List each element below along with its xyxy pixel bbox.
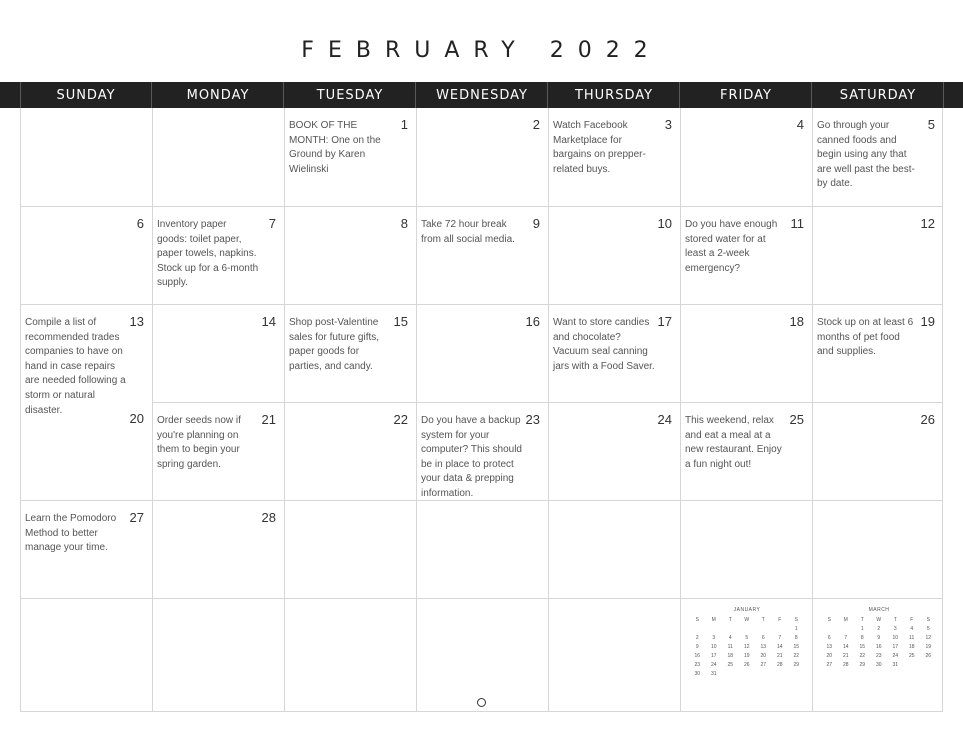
page-marker-circle bbox=[477, 698, 486, 707]
day-cell[interactable] bbox=[21, 500, 152, 598]
day-number: 15 bbox=[393, 314, 408, 329]
day-note: Watch Facebook Marketplace for bargains on prepper-related buys. bbox=[553, 120, 646, 175]
day-note: Take 72 hour break from all social media. bbox=[421, 219, 515, 245]
day-number: 12 bbox=[920, 216, 935, 231]
day-number: 16 bbox=[525, 314, 540, 329]
mini-calendar-date: 14 bbox=[842, 644, 849, 650]
mini-calendar-date: 28 bbox=[776, 662, 783, 668]
mini-calendar-date: 8 bbox=[860, 635, 864, 641]
weekday-header-bar bbox=[0, 82, 963, 108]
mini-calendar-date: 2 bbox=[877, 626, 881, 632]
mini-calendar-date: 6 bbox=[827, 635, 831, 641]
mini-calendar-date bbox=[706, 626, 723, 635]
day-cell[interactable] bbox=[680, 402, 812, 500]
mini-calendar-weekday: W bbox=[876, 617, 882, 623]
day-cell[interactable] bbox=[416, 108, 548, 206]
day-number: 3 bbox=[664, 117, 672, 132]
mini-calendar-date: 12 bbox=[743, 644, 750, 650]
day-number: 5 bbox=[927, 117, 935, 132]
mini-calendar-date bbox=[755, 671, 772, 680]
mini-calendar-date bbox=[722, 626, 739, 635]
mini-calendar-date: 27 bbox=[760, 662, 767, 668]
day-cell[interactable] bbox=[284, 108, 416, 206]
day-note: Go through your canned foods and begin using any that are well past the best-by date. bbox=[817, 120, 915, 190]
day-cell[interactable] bbox=[680, 500, 812, 598]
mini-calendar-date: 10 bbox=[710, 644, 717, 650]
mini-calendar-january bbox=[689, 607, 805, 680]
header-separator bbox=[679, 82, 680, 108]
mini-calendar-date: 20 bbox=[826, 653, 833, 659]
mini-calendar-date: 31 bbox=[710, 671, 717, 677]
mini-calendar-date bbox=[904, 662, 921, 671]
day-cell[interactable] bbox=[548, 500, 680, 598]
day-cell[interactable] bbox=[416, 304, 548, 402]
mini-calendar-date bbox=[788, 671, 805, 680]
mini-calendar-date: 19 bbox=[925, 644, 932, 650]
day-number: 19 bbox=[920, 314, 935, 329]
mini-calendar-date: 24 bbox=[710, 662, 717, 668]
mini-calendar-date: 11 bbox=[909, 635, 915, 641]
empty-cell bbox=[812, 598, 943, 712]
mini-calendar-date: 20 bbox=[760, 653, 767, 659]
day-cell[interactable] bbox=[152, 206, 284, 304]
day-note: BOOK OF THE MONTH: One on the Ground by Karen Wielinski bbox=[289, 120, 381, 175]
day-note: Do you have enough stored water for at least a 2-week emergency? bbox=[685, 219, 778, 274]
day-number: 28 bbox=[261, 510, 276, 525]
day-number: 18 bbox=[789, 314, 804, 329]
mini-calendar-date: 14 bbox=[776, 644, 783, 650]
day-cell[interactable] bbox=[152, 304, 284, 402]
mini-calendar-date: 31 bbox=[892, 662, 899, 668]
empty-cell bbox=[548, 598, 680, 712]
weekday-label-thursday: THURSDAY bbox=[574, 88, 654, 103]
mini-calendar-date bbox=[920, 662, 937, 671]
mini-calendar-date: 9 bbox=[695, 644, 699, 650]
day-number: 27 bbox=[129, 510, 144, 525]
mini-calendar-date: 7 bbox=[844, 635, 848, 641]
empty-cell bbox=[284, 598, 416, 712]
header-separator bbox=[151, 82, 152, 108]
mini-calendar-date: 28 bbox=[842, 662, 849, 668]
header-separator bbox=[283, 82, 284, 108]
mini-calendar-weekday: W bbox=[744, 617, 750, 623]
day-cell[interactable] bbox=[548, 108, 680, 206]
mini-calendar-date: 1 bbox=[860, 626, 864, 632]
mini-calendar-date bbox=[772, 671, 789, 680]
day-cell[interactable] bbox=[21, 206, 152, 304]
mini-calendar-date: 5 bbox=[745, 635, 749, 641]
day-note: Compile a list of recommended trades companies to have on hand in case repairs are needed following a storm or natural disaster. bbox=[25, 317, 126, 416]
day-number: 24 bbox=[657, 412, 672, 427]
mini-calendar-date bbox=[755, 626, 772, 635]
calendar-title: FEBRUARY 2022 bbox=[301, 38, 662, 63]
day-note: Shop post-Valentine sales for future gifts, paper goods for parties, and candy. bbox=[289, 317, 380, 372]
day-cell[interactable] bbox=[416, 402, 548, 500]
mini-calendar-date: 8 bbox=[794, 635, 798, 641]
mini-calendar-date: 18 bbox=[727, 653, 734, 659]
mini-calendar-date: 9 bbox=[877, 635, 881, 641]
header-separator bbox=[415, 82, 416, 108]
mini-calendar-weekday: T bbox=[728, 617, 732, 623]
mini-calendar-weekday: T bbox=[761, 617, 765, 623]
day-number: 21 bbox=[261, 412, 276, 427]
day-cell[interactable] bbox=[812, 402, 943, 500]
day-cell[interactable] bbox=[680, 108, 812, 206]
mini-calendar-date: 15 bbox=[793, 644, 800, 650]
day-cell[interactable] bbox=[152, 108, 284, 206]
mini-calendar-weekday: F bbox=[778, 617, 782, 623]
mini-calendar-date: 29 bbox=[793, 662, 800, 668]
day-note: Learn the Pomodoro Method to better manage your time. bbox=[25, 513, 117, 554]
mini-calendar-date: 16 bbox=[875, 644, 882, 650]
day-cell[interactable] bbox=[284, 304, 416, 402]
mini-calendar-date: 11 bbox=[727, 644, 733, 650]
empty-cell bbox=[680, 598, 812, 712]
mini-calendar-date: 17 bbox=[710, 653, 717, 659]
mini-calendar-month: JANUARY bbox=[733, 607, 761, 613]
mini-calendar-weekday: S bbox=[695, 617, 699, 623]
day-number: 4 bbox=[796, 117, 804, 132]
mini-calendar-date: 22 bbox=[793, 653, 800, 659]
day-note: Order seeds now if you're planning on them to begin your spring garden. bbox=[157, 415, 241, 470]
empty-cell bbox=[152, 598, 284, 712]
day-cell[interactable] bbox=[152, 500, 284, 598]
mini-calendar-date: 30 bbox=[694, 671, 701, 677]
mini-calendar-date bbox=[739, 626, 756, 635]
day-number: 17 bbox=[657, 314, 672, 329]
empty-cell bbox=[416, 598, 548, 712]
mini-calendar-date: 18 bbox=[908, 644, 915, 650]
mini-calendar-date: 21 bbox=[776, 653, 783, 659]
header-separator bbox=[20, 82, 21, 108]
day-cell[interactable] bbox=[812, 500, 943, 598]
day-number: 26 bbox=[920, 412, 935, 427]
mini-calendar-weekday: S bbox=[926, 617, 930, 623]
mini-calendar-date: 6 bbox=[761, 635, 765, 641]
mini-calendar-date: 27 bbox=[826, 662, 833, 668]
header-separator bbox=[811, 82, 812, 108]
day-number: 8 bbox=[400, 216, 408, 231]
mini-calendar-date: 23 bbox=[875, 653, 882, 659]
weekday-label-tuesday: TUESDAY bbox=[316, 88, 384, 103]
day-number: 1 bbox=[400, 117, 408, 132]
day-cell[interactable] bbox=[680, 206, 812, 304]
day-number: 11 bbox=[790, 216, 804, 231]
day-number: 22 bbox=[393, 412, 408, 427]
mini-calendar-date: 22 bbox=[859, 653, 866, 659]
day-cell[interactable] bbox=[812, 304, 943, 402]
mini-calendar-weekday: S bbox=[827, 617, 831, 623]
mini-calendar-date: 30 bbox=[875, 662, 882, 668]
day-note: Stock up on at least 6 months of pet food and supplies. bbox=[817, 317, 914, 358]
mini-calendar-date bbox=[821, 626, 838, 635]
day-number: 23 bbox=[525, 412, 540, 427]
mini-calendar-date bbox=[772, 626, 789, 635]
mini-calendar-date: 3 bbox=[893, 626, 897, 632]
mini-calendar-date bbox=[689, 626, 706, 635]
mini-calendar-month: MARCH bbox=[868, 607, 890, 613]
mini-calendar-date: 26 bbox=[925, 653, 932, 659]
day-number: 6 bbox=[136, 216, 144, 231]
day-note: This weekend, relax and eat a meal at a new restaurant. Enjoy a fun night out! bbox=[685, 415, 782, 470]
day-cell[interactable] bbox=[21, 304, 152, 426]
mini-calendar-weekday: M bbox=[843, 617, 848, 623]
day-number: 2 bbox=[532, 117, 540, 132]
mini-calendar-date: 4 bbox=[910, 626, 914, 632]
mini-calendar-date bbox=[838, 626, 855, 635]
mini-calendar-date: 1 bbox=[794, 626, 798, 632]
mini-calendar-weekday: F bbox=[910, 617, 914, 623]
mini-calendar-weekday: T bbox=[860, 617, 864, 623]
mini-calendar-date: 3 bbox=[712, 635, 716, 641]
day-note: Inventory paper goods: toilet paper, paper towels, napkins. Stock up for a 6-month supply. bbox=[157, 219, 259, 289]
day-number: 13 bbox=[129, 314, 144, 329]
mini-calendar-date: 24 bbox=[892, 653, 899, 659]
day-number: 7 bbox=[268, 216, 276, 231]
day-number: 9 bbox=[532, 216, 540, 231]
mini-calendar-date: 16 bbox=[694, 653, 701, 659]
mini-calendar-weekday: M bbox=[711, 617, 716, 623]
day-cell[interactable] bbox=[812, 108, 943, 206]
weekday-label-monday: MONDAY bbox=[186, 88, 250, 103]
mini-calendar-date: 7 bbox=[778, 635, 782, 641]
day-cell[interactable] bbox=[416, 206, 548, 304]
calendar-grid bbox=[20, 108, 943, 712]
mini-calendar-date: 21 bbox=[842, 653, 849, 659]
mini-calendar-weekday: T bbox=[893, 617, 897, 623]
day-note: Do you have a backup system for your computer? This should be in place to protect your data & prepping information. bbox=[421, 415, 522, 499]
mini-calendar-date: 10 bbox=[892, 635, 899, 641]
day-number: 20 bbox=[129, 411, 144, 426]
day-cell[interactable] bbox=[548, 304, 680, 402]
mini-calendar-date: 2 bbox=[695, 635, 699, 641]
weekday-label-friday: FRIDAY bbox=[720, 88, 772, 103]
day-cell[interactable] bbox=[416, 500, 548, 598]
day-cell[interactable] bbox=[152, 402, 284, 500]
mini-calendar-date: 19 bbox=[743, 653, 750, 659]
mini-calendar-date bbox=[739, 671, 756, 680]
mini-calendar-date: 4 bbox=[728, 635, 732, 641]
day-cell[interactable] bbox=[812, 206, 943, 304]
day-number: 25 bbox=[789, 412, 804, 427]
day-number: 14 bbox=[261, 314, 276, 329]
day-note: Want to store candies and chocolate? Vacuum seal canning jars with a Food Saver. bbox=[553, 317, 655, 372]
weekday-label-saturday: SATURDAY bbox=[839, 88, 917, 103]
mini-calendar-date: 29 bbox=[859, 662, 866, 668]
mini-calendar-date bbox=[722, 671, 739, 680]
day-cell[interactable] bbox=[284, 500, 416, 598]
mini-calendar-date: 23 bbox=[694, 662, 701, 668]
mini-calendar-date: 25 bbox=[908, 653, 915, 659]
mini-calendar-date: 26 bbox=[743, 662, 750, 668]
weekday-label-sunday: SUNDAY bbox=[56, 88, 116, 103]
weekday-label-wednesday: WEDNESDAY bbox=[436, 88, 528, 103]
day-cell[interactable] bbox=[680, 304, 812, 402]
day-cell[interactable] bbox=[21, 402, 152, 500]
day-number: 10 bbox=[657, 216, 672, 231]
day-cell[interactable] bbox=[284, 402, 416, 500]
mini-calendar-date: 12 bbox=[925, 635, 932, 641]
mini-calendar-date: 15 bbox=[859, 644, 866, 650]
mini-calendar-date: 13 bbox=[760, 644, 767, 650]
mini-calendar-date: 5 bbox=[926, 626, 930, 632]
day-cell[interactable] bbox=[21, 108, 152, 206]
day-cell[interactable] bbox=[548, 206, 680, 304]
mini-calendar-weekday: S bbox=[794, 617, 798, 623]
day-cell[interactable] bbox=[548, 402, 680, 500]
header-separator bbox=[943, 82, 944, 108]
mini-calendar-date: 17 bbox=[892, 644, 899, 650]
mini-calendar-march bbox=[821, 607, 937, 671]
header-separator bbox=[547, 82, 548, 108]
mini-calendar-date: 25 bbox=[727, 662, 734, 668]
day-cell[interactable] bbox=[284, 206, 416, 304]
mini-calendar-date: 13 bbox=[826, 644, 833, 650]
empty-cell bbox=[21, 598, 152, 712]
